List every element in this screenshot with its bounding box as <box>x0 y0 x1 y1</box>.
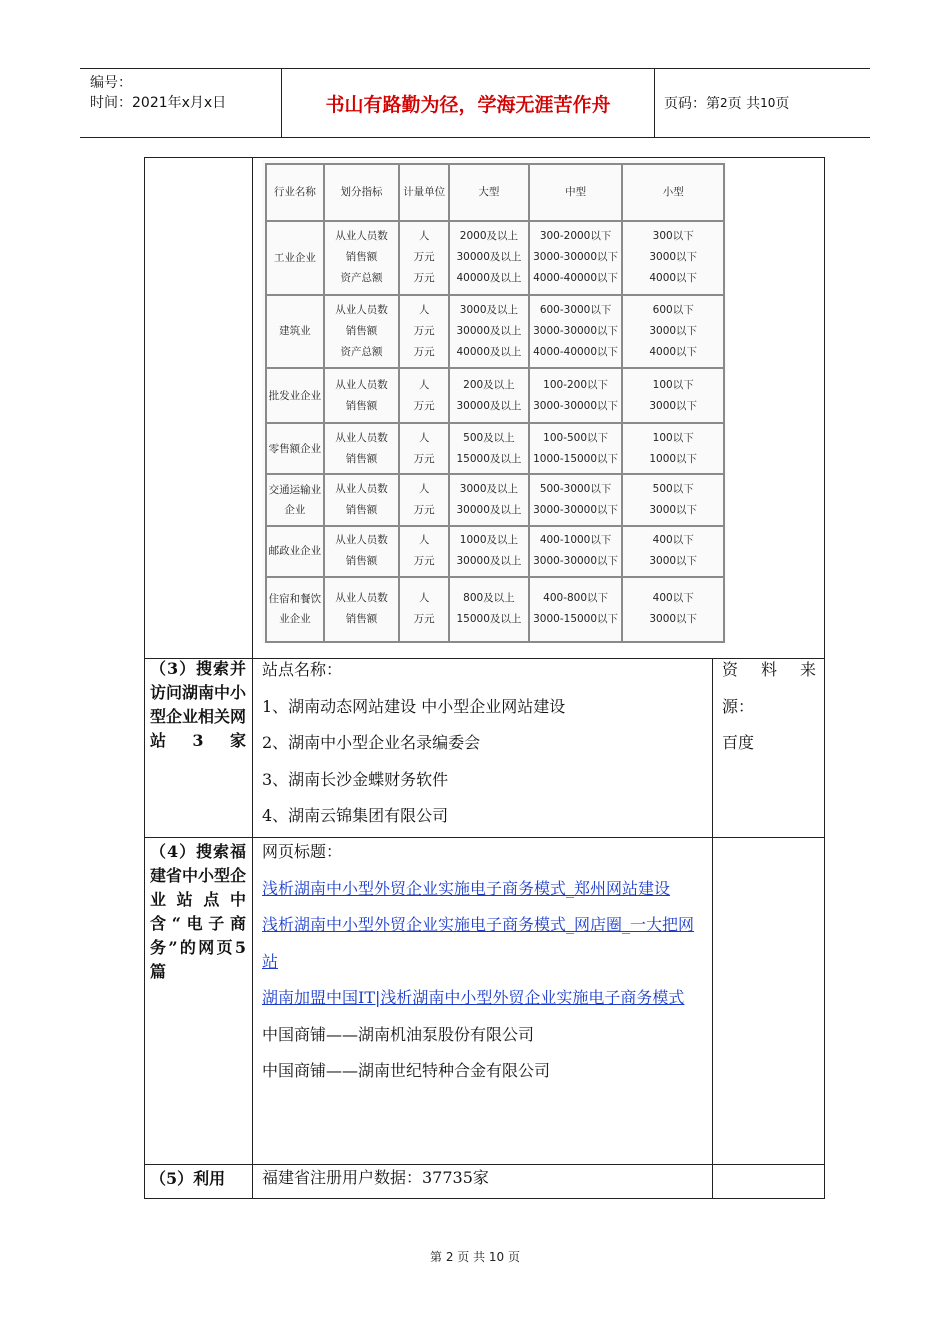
cell-line: 600以下 <box>652 303 694 316</box>
table-row <box>266 368 724 423</box>
cell-line: 30000及以上 <box>456 251 522 264</box>
source-value: 百度 <box>722 733 755 752</box>
indicators-cell <box>324 474 400 525</box>
cell-line: 3000-30000以下 <box>533 251 619 264</box>
cell-line: 3000及以上 <box>459 482 519 495</box>
cell-line: 万元 <box>413 399 435 412</box>
cell-line: 30000及以上 <box>456 555 522 568</box>
page-current: 2 <box>720 96 728 110</box>
units-cell <box>399 295 449 369</box>
large-cell <box>449 577 529 642</box>
source-label-end: 源： <box>722 696 755 716</box>
indicators-cell <box>324 368 400 423</box>
cell-line: 从业人员数 <box>335 230 388 243</box>
cell-line: 3000以下 <box>649 399 698 412</box>
cell-line: 1000及以上 <box>459 534 519 547</box>
units-cell <box>399 368 449 423</box>
large-cell <box>449 474 529 525</box>
cell-line: 销售额 <box>345 452 378 465</box>
row4-label: （4）搜索福建省中小型企业站点中含“电子商务”的网页5篇 <box>150 842 247 981</box>
content-line: 中国商铺——湖南世纪特种合金有限公司 <box>262 1061 551 1080</box>
cell-line: 2000及以上 <box>459 230 519 243</box>
row3-label: （3）搜索并访问湖南中小型企业相关网站3家 <box>150 659 247 750</box>
cell-line: 4000以下 <box>649 345 698 358</box>
cell-line: 15000及以上 <box>456 613 522 626</box>
industry-cell: 交通运输业企业 <box>266 474 324 525</box>
cell-line: 400-1000以下 <box>539 534 612 547</box>
cell-line: 3000-30000以下 <box>533 399 619 412</box>
cell-line: 销售额 <box>345 324 378 337</box>
cell-line: 1000以下 <box>649 452 698 465</box>
table-row <box>266 577 724 642</box>
cell-line: 3000以下 <box>649 324 698 337</box>
cell-line: 4000-40000以下 <box>533 345 619 358</box>
cell-line: 万元 <box>413 452 435 465</box>
header-cell: 行业名称 <box>266 164 324 221</box>
cell-line: 30000及以上 <box>456 399 522 412</box>
cell-line: 3000-30000以下 <box>533 503 619 516</box>
source-label-char: 资 <box>722 660 739 679</box>
page-total: 10 <box>760 96 776 110</box>
cell-line: 100-500以下 <box>543 431 609 444</box>
cell-line: 3000以下 <box>649 555 698 568</box>
page-info-suffix: 页 <box>775 96 790 112</box>
cell-line: 500-3000以下 <box>539 482 612 495</box>
cell-line: 3000-30000以下 <box>533 555 619 568</box>
cell-line: 300以下 <box>652 230 694 243</box>
small-cell <box>622 221 724 295</box>
row5-content: 福建省注册用户数据：37735家 <box>262 1168 489 1187</box>
cell-line: 从业人员数 <box>335 378 388 391</box>
indicators-cell <box>324 423 400 474</box>
cell-line: 30000及以上 <box>456 503 522 516</box>
cell-line: 4000-40000以下 <box>533 272 619 285</box>
cell-line: 万元 <box>413 324 435 337</box>
enterprise-size-table <box>265 163 725 643</box>
source-label-char: 料 <box>760 660 777 679</box>
medium-cell <box>529 295 623 369</box>
medium-cell <box>529 423 623 474</box>
cell-line: 40000及以上 <box>456 272 522 285</box>
cell-line: 30000及以上 <box>456 324 522 337</box>
units-cell <box>399 474 449 525</box>
content-line: 网页标题： <box>262 842 343 861</box>
small-cell <box>622 295 724 369</box>
table-header-row <box>266 164 724 221</box>
industry-cell: 建筑业 <box>266 295 324 369</box>
cell-line: 4000以下 <box>649 272 698 285</box>
content-line: 2、湖南中小型企业名录编委会 <box>262 733 481 752</box>
cell-line: 销售额 <box>345 613 378 626</box>
content-line: 1、湖南动态网站建设 中小型企业网站建设 <box>262 696 566 716</box>
cell-line: 销售额 <box>345 251 378 264</box>
row3-content <box>262 652 708 835</box>
enterprise-size-table-image <box>262 160 726 643</box>
row3-source <box>722 652 816 762</box>
header-cell: 小型 <box>622 164 724 221</box>
page-info-mid: 页 共 <box>727 96 761 112</box>
header-motto: 书山有路勤为径，学海无涯苦作舟 <box>282 69 655 137</box>
cell-line: 人 <box>418 303 430 316</box>
table-row <box>266 295 724 369</box>
units-cell <box>399 526 449 577</box>
page-header <box>80 68 870 138</box>
header-cell: 划分指标 <box>324 164 400 221</box>
cell-line: 销售额 <box>345 399 378 412</box>
cell-line: 万元 <box>413 503 435 516</box>
cell-line: 100以下 <box>652 378 694 391</box>
header-cell: 大型 <box>449 164 529 221</box>
cell-line: 从业人员数 <box>335 303 388 316</box>
small-cell <box>622 474 724 525</box>
document-number-label: 编号： <box>90 75 132 91</box>
indicators-cell <box>324 577 400 642</box>
cell-line: 人 <box>418 378 430 391</box>
industry-cell: 住宿和餐饮业企业 <box>266 577 324 642</box>
cell-line: 人 <box>418 482 430 495</box>
header-cell: 中型 <box>529 164 623 221</box>
cell-line: 人 <box>418 431 430 444</box>
cell-line: 从业人员数 <box>335 534 388 547</box>
small-cell <box>622 368 724 423</box>
cell-line: 人 <box>418 534 430 547</box>
header-meta <box>80 69 282 137</box>
industry-cell: 批发业企业 <box>266 368 324 423</box>
cell-line: 从业人员数 <box>335 592 388 605</box>
content-line: 站点名称： <box>262 660 343 679</box>
cell-line: 400以下 <box>652 534 694 547</box>
cell-line: 万元 <box>413 272 435 285</box>
large-cell <box>449 368 529 423</box>
cell-line: 500以下 <box>652 482 694 495</box>
cell-line: 200及以上 <box>463 378 515 391</box>
cell-line: 3000及以上 <box>459 303 519 316</box>
webpage-link[interactable]: 浅析湖南中小型外贸企业实施电子商务模式_郑州网站建设 <box>262 878 671 898</box>
cell-line: 15000及以上 <box>456 452 522 465</box>
cell-line: 3000以下 <box>649 613 698 626</box>
cell-line: 100-200以下 <box>543 378 609 391</box>
medium-cell <box>529 221 623 295</box>
medium-cell <box>529 526 623 577</box>
cell-line: 3000-30000以下 <box>533 324 619 337</box>
cell-line: 1000-15000以下 <box>533 452 619 465</box>
cell-line: 500及以上 <box>463 431 515 444</box>
row5-label: （5）利用 <box>150 1169 226 1188</box>
content-line: 3、湖南长沙金蝶财务软件 <box>262 769 449 789</box>
cell-line: 300-2000以下 <box>539 230 612 243</box>
medium-cell <box>529 577 623 642</box>
indicators-cell <box>324 526 400 577</box>
column-divider-1 <box>252 158 253 1198</box>
column-divider-2 <box>712 658 713 1198</box>
small-cell <box>622 577 724 642</box>
document-time-label: 时间：2021年x月x日 <box>90 95 227 111</box>
cell-line: 从业人员数 <box>335 431 388 444</box>
cell-line: 资产总额 <box>340 345 383 358</box>
large-cell <box>449 526 529 577</box>
cell-line: 3000-15000以下 <box>533 613 619 626</box>
page-footer: 第 2 页 共 10 页 <box>430 1250 520 1264</box>
webpage-link[interactable]: 浅析湖南中小型外贸企业实施电子商务模式_网店圈_一大把网站 <box>262 915 695 971</box>
indicators-cell <box>324 221 400 295</box>
units-cell <box>399 423 449 474</box>
industry-cell: 邮政业企业 <box>266 526 324 577</box>
cell-line: 万元 <box>413 555 435 568</box>
cell-line: 人 <box>418 230 430 243</box>
cell-line: 万元 <box>413 251 435 264</box>
cell-line: 3000以下 <box>649 503 698 516</box>
page-info-prefix: 页码：第 <box>664 96 720 112</box>
cell-line: 人 <box>418 592 430 605</box>
large-cell <box>449 295 529 369</box>
source-label <box>722 652 816 689</box>
cell-line: 400-800以下 <box>543 592 609 605</box>
row4-content <box>262 834 708 1090</box>
cell-line: 600-3000以下 <box>539 303 612 316</box>
table-row <box>266 474 724 525</box>
cell-line: 万元 <box>413 613 435 626</box>
medium-cell <box>529 474 623 525</box>
header-page-info <box>654 69 870 137</box>
medium-cell <box>529 368 623 423</box>
table-row <box>266 221 724 295</box>
cell-line: 从业人员数 <box>335 482 388 495</box>
industry-cell: 工业企业 <box>266 221 324 295</box>
cell-line: 400以下 <box>652 592 694 605</box>
webpage-link[interactable]: 湖南加盟中国IT|浅析湖南中小型外贸企业实施电子商务模式 <box>262 988 685 1007</box>
industry-cell: 零售额企业 <box>266 423 324 474</box>
cell-line: 资产总额 <box>340 272 383 285</box>
content-line: 4、湖南云锦集团有限公司 <box>262 806 449 825</box>
cell-line: 40000及以上 <box>456 345 522 358</box>
units-cell <box>399 577 449 642</box>
small-cell <box>622 423 724 474</box>
large-cell <box>449 221 529 295</box>
header-cell: 计量单位 <box>399 164 449 221</box>
cell-line: 100以下 <box>652 431 694 444</box>
content-line: 中国商铺——湖南机油泵股份有限公司 <box>262 1024 535 1044</box>
cell-line: 销售额 <box>345 503 378 516</box>
cell-line: 3000以下 <box>649 251 698 264</box>
large-cell <box>449 423 529 474</box>
small-cell <box>622 526 724 577</box>
table-row <box>266 526 724 577</box>
cell-line: 销售额 <box>345 555 378 568</box>
table-row <box>266 423 724 474</box>
cell-line: 万元 <box>413 345 435 358</box>
indicators-cell <box>324 295 400 369</box>
source-label-char: 来 <box>799 660 816 679</box>
units-cell <box>399 221 449 295</box>
cell-line: 800及以上 <box>463 592 515 605</box>
